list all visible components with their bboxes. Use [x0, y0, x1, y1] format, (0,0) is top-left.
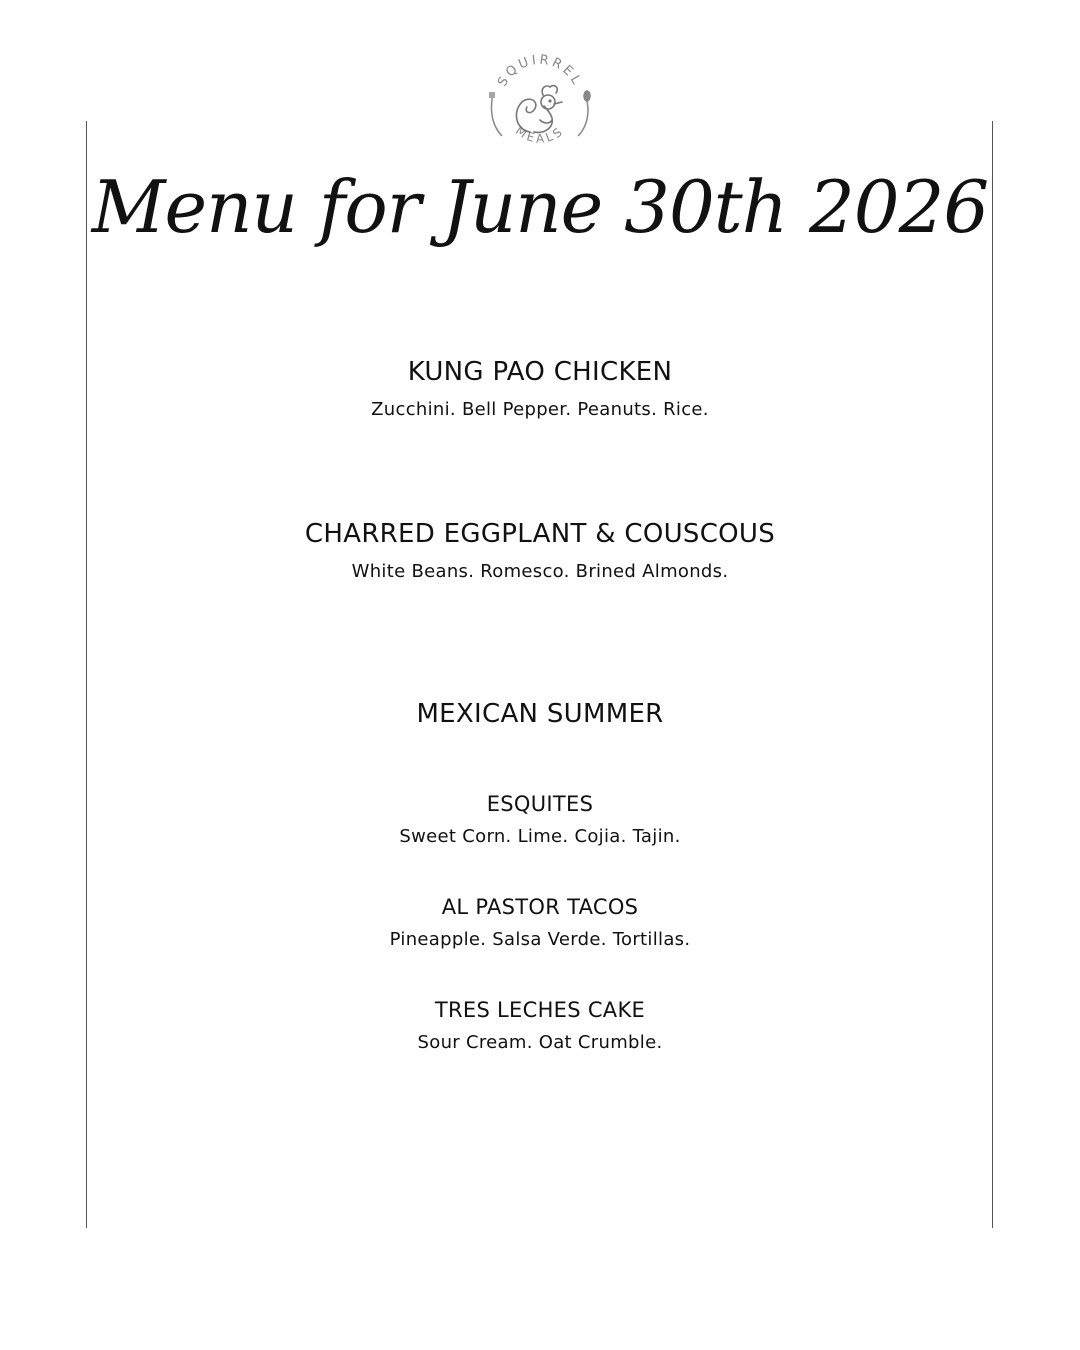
- svg-text:SQUIRREL: [495, 53, 585, 90]
- item-name: TRES LECHES CAKE: [434, 998, 646, 1022]
- dish-name: KUNG PAO CHICKEN: [407, 357, 673, 387]
- section-item-tres-leches: [0, 1000, 1080, 1052]
- dish-description: Zucchini. Bell Pepper. Peanuts. Rice.: [371, 399, 709, 420]
- dish-charred-eggplant: [0, 521, 1080, 581]
- dish-description: White Beans. Romesco. Brined Almonds.: [351, 561, 729, 582]
- section-item-al-pastor: [0, 897, 1080, 949]
- menu-title: Menu for June 30th 2026: [91, 165, 989, 249]
- left-border-line: [86, 121, 87, 1228]
- section-heading: MEXICAN SUMMER: [416, 699, 664, 729]
- dish-kung-pao: [0, 359, 1080, 419]
- spoon-icon: [578, 91, 590, 136]
- fork-icon: [490, 92, 502, 136]
- item-description: Sour Cream. Oat Crumble.: [417, 1032, 663, 1053]
- item-name: ESQUITES: [486, 792, 594, 816]
- dish-name: CHARRED EGGPLANT & COUSCOUS: [304, 519, 776, 549]
- section-title: [0, 701, 1080, 727]
- logo-bottom-text: MEALS: [513, 123, 567, 146]
- squirrel-meals-logo: [480, 40, 600, 160]
- item-name: AL PASTOR TACOS: [441, 895, 639, 919]
- right-border-line: [992, 121, 993, 1228]
- item-description: Pineapple. Salsa Verde. Tortillas.: [389, 929, 691, 950]
- logo-top-text: SQUIRREL: [495, 52, 585, 90]
- item-description: Sweet Corn. Lime. Cojia. Tajin.: [399, 826, 681, 847]
- section-item-esquites: [0, 794, 1080, 846]
